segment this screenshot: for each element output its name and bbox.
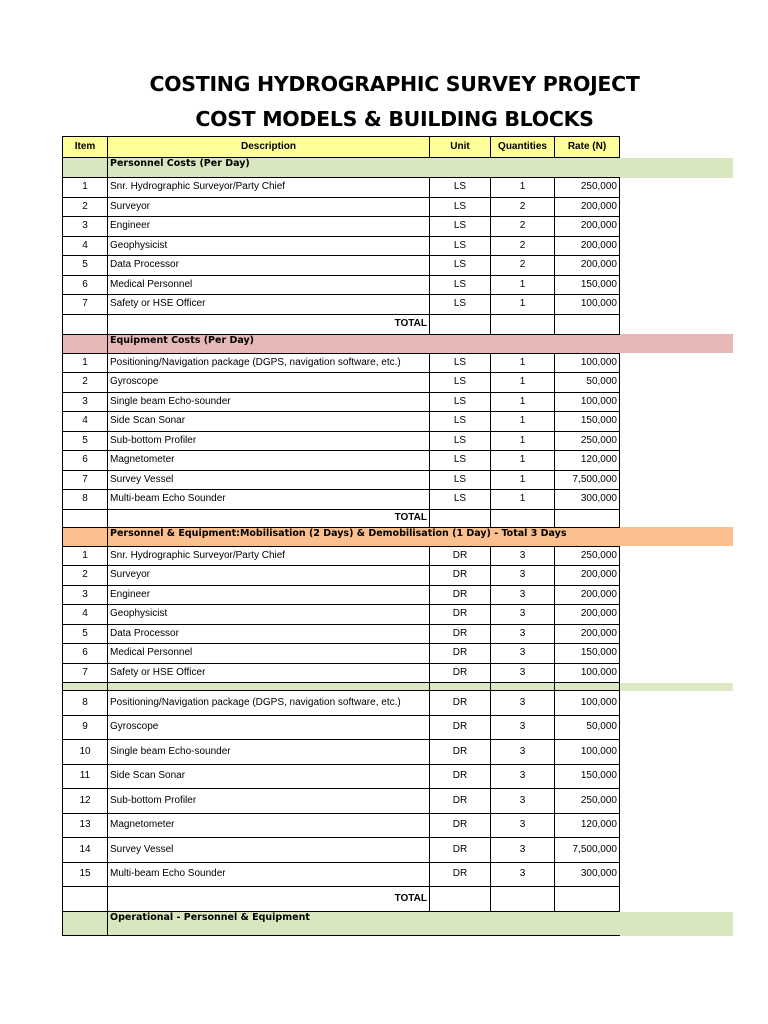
cell-item: 7	[63, 663, 108, 683]
table-row	[63, 862, 620, 887]
cell-quantity: 3	[491, 663, 555, 683]
cell-item: 15	[63, 862, 108, 887]
cell-unit: LS	[430, 373, 491, 393]
cell-description: Engineer	[108, 585, 430, 605]
cell-unit: LS	[430, 275, 491, 295]
cell-rate: 200,000	[555, 605, 620, 625]
cell-quantity: 1	[491, 275, 555, 295]
table-row	[63, 236, 620, 256]
cell-unit: LS	[430, 197, 491, 217]
total-unit-cell	[430, 314, 491, 334]
cell-quantity: 3	[491, 585, 555, 605]
table-row	[63, 373, 620, 393]
section-title: Personnel Costs (Per Day)	[108, 158, 620, 178]
cell-item: 6	[63, 644, 108, 664]
cell-rate: 120,000	[555, 813, 620, 838]
cell-item: 5	[63, 624, 108, 644]
cell-rate: 100,000	[555, 392, 620, 412]
table-row	[63, 217, 620, 237]
header-quantities: Quantities	[491, 137, 555, 158]
table-row	[63, 566, 620, 586]
section-item-cell	[63, 158, 108, 178]
header-item: Item	[63, 137, 108, 158]
cell-quantity: 3	[491, 566, 555, 586]
cell-quantity: 1	[491, 470, 555, 490]
table-row	[63, 197, 620, 217]
page-title: COSTING HYDROGRAPHIC SURVEY PROJECT	[149, 72, 640, 96]
cell-description: Geophysicist	[108, 236, 430, 256]
cell-description: Medical Personnel	[108, 644, 430, 664]
cell-rate: 250,000	[555, 431, 620, 451]
cell-description: Surveyor	[108, 197, 430, 217]
cell-rate: 150,000	[555, 412, 620, 432]
table-row	[63, 431, 620, 451]
divider-cell	[555, 683, 620, 691]
section-item-cell	[63, 912, 108, 936]
table-row	[63, 691, 620, 716]
cell-quantity: 3	[491, 813, 555, 838]
cell-rate: 200,000	[555, 585, 620, 605]
cell-description: Safety or HSE Officer	[108, 663, 430, 683]
row-band-orange	[619, 527, 733, 546]
row-band-pink	[619, 334, 733, 353]
table-row	[63, 789, 620, 814]
cell-description: Magnetometer	[108, 451, 430, 471]
cell-description: Single beam Echo-sounder	[108, 740, 430, 765]
total-label: TOTAL	[108, 314, 430, 334]
cell-quantity: 1	[491, 392, 555, 412]
cell-rate: 200,000	[555, 624, 620, 644]
total-unit-cell	[430, 509, 491, 527]
cell-item: 3	[63, 392, 108, 412]
cell-rate: 100,000	[555, 740, 620, 765]
total-rate-cell	[555, 887, 620, 912]
section-item-cell	[63, 334, 108, 353]
total-label: TOTAL	[108, 887, 430, 912]
cell-description: Side Scan Sonar	[108, 764, 430, 789]
cell-unit: LS	[430, 490, 491, 510]
empty-cell	[63, 509, 108, 527]
total-row	[63, 314, 620, 334]
cell-item: 4	[63, 412, 108, 432]
cell-quantity: 1	[491, 451, 555, 471]
table-row	[63, 740, 620, 765]
cell-item: 3	[63, 217, 108, 237]
cell-description: Positioning/Navigation package (DGPS, navigation software, etc.)	[108, 353, 430, 373]
divider-cell	[430, 683, 491, 691]
cell-unit: LS	[430, 295, 491, 315]
cell-description: Snr. Hydrographic Surveyor/Party Chief	[108, 546, 430, 566]
page-subtitle: COST MODELS & BUILDING BLOCKS	[195, 107, 594, 131]
cell-rate: 250,000	[555, 178, 620, 198]
cell-item: 3	[63, 585, 108, 605]
section-header-personnel	[63, 158, 620, 178]
cost-table	[62, 136, 620, 936]
table-row	[63, 295, 620, 315]
cell-rate: 300,000	[555, 862, 620, 887]
table-row	[63, 585, 620, 605]
cell-description: Survey Vessel	[108, 470, 430, 490]
header-unit: Unit	[430, 137, 491, 158]
cell-unit: DR	[430, 813, 491, 838]
cell-quantity: 3	[491, 624, 555, 644]
cell-description: Multi-beam Echo Sounder	[108, 490, 430, 510]
cell-quantity: 2	[491, 256, 555, 276]
cell-item: 7	[63, 470, 108, 490]
cell-quantity: 1	[491, 373, 555, 393]
cell-rate: 200,000	[555, 217, 620, 237]
cell-item: 2	[63, 373, 108, 393]
table-row	[63, 715, 620, 740]
cell-unit: LS	[430, 236, 491, 256]
table-row	[63, 353, 620, 373]
cell-item: 2	[63, 566, 108, 586]
cell-quantity: 3	[491, 644, 555, 664]
table-body	[63, 158, 620, 936]
cell-description: Multi-beam Echo Sounder	[108, 862, 430, 887]
cell-unit: DR	[430, 715, 491, 740]
cell-description: Data Processor	[108, 256, 430, 276]
divider-cell	[491, 683, 555, 691]
cell-quantity: 3	[491, 546, 555, 566]
table-row	[63, 546, 620, 566]
total-row	[63, 509, 620, 527]
cell-item: 8	[63, 490, 108, 510]
cell-item: 1	[63, 353, 108, 373]
cell-quantity: 1	[491, 178, 555, 198]
cell-quantity: 2	[491, 236, 555, 256]
cell-quantity: 1	[491, 412, 555, 432]
total-rate-cell	[555, 509, 620, 527]
table-row	[63, 392, 620, 412]
cell-unit: LS	[430, 470, 491, 490]
cell-unit: DR	[430, 566, 491, 586]
cell-description: Data Processor	[108, 624, 430, 644]
empty-cell	[63, 887, 108, 912]
table-row	[63, 624, 620, 644]
cell-description: Surveyor	[108, 566, 430, 586]
section-title: Operational - Personnel & Equipment	[108, 912, 620, 936]
total-qty-cell	[491, 887, 555, 912]
cell-description: Gyroscope	[108, 715, 430, 740]
cell-quantity: 2	[491, 217, 555, 237]
cell-item: 13	[63, 813, 108, 838]
cell-rate: 150,000	[555, 275, 620, 295]
cell-unit: DR	[430, 644, 491, 664]
cell-quantity: 1	[491, 490, 555, 510]
cell-description: Safety or HSE Officer	[108, 295, 430, 315]
cell-rate: 200,000	[555, 236, 620, 256]
cell-description: Sub-bottom Profiler	[108, 789, 430, 814]
cell-unit: DR	[430, 663, 491, 683]
header-rate: Rate (N)	[555, 137, 620, 158]
cell-rate: 200,000	[555, 566, 620, 586]
cell-description: Side Scan Sonar	[108, 412, 430, 432]
table-row	[63, 764, 620, 789]
table-row	[63, 813, 620, 838]
section-title: Personnel & Equipment:Mobilisation (2 Days) & Demobilisation (1 Day) - Total 3 Days	[108, 527, 620, 546]
cell-description: Single beam Echo-sounder	[108, 392, 430, 412]
cell-rate: 50,000	[555, 715, 620, 740]
total-qty-cell	[491, 509, 555, 527]
cell-quantity: 3	[491, 862, 555, 887]
cell-unit: DR	[430, 862, 491, 887]
cell-item: 11	[63, 764, 108, 789]
cell-description: Medical Personnel	[108, 275, 430, 295]
table-row	[63, 275, 620, 295]
cell-unit: DR	[430, 764, 491, 789]
cell-unit: LS	[430, 256, 491, 276]
cell-unit: LS	[430, 217, 491, 237]
cell-rate: 100,000	[555, 353, 620, 373]
divider-cell	[108, 683, 430, 691]
section-header-operational	[63, 912, 620, 936]
divider-cell	[63, 683, 108, 691]
header-description: Description	[108, 137, 430, 158]
section-title: Equipment Costs (Per Day)	[108, 334, 620, 353]
cell-item: 14	[63, 838, 108, 863]
cell-item: 5	[63, 431, 108, 451]
cell-quantity: 1	[491, 353, 555, 373]
cell-rate: 100,000	[555, 295, 620, 315]
table-row	[63, 256, 620, 276]
table-row	[63, 605, 620, 625]
cell-unit: DR	[430, 789, 491, 814]
cell-quantity: 3	[491, 838, 555, 863]
cell-rate: 250,000	[555, 789, 620, 814]
cell-unit: DR	[430, 691, 491, 716]
cell-rate: 150,000	[555, 764, 620, 789]
cell-item: 8	[63, 691, 108, 716]
section-header-mobilisation	[63, 527, 620, 546]
cell-unit: LS	[430, 353, 491, 373]
table-row	[63, 178, 620, 198]
cell-quantity: 1	[491, 431, 555, 451]
cell-item: 1	[63, 178, 108, 198]
section-header-equipment	[63, 334, 620, 353]
cell-quantity: 1	[491, 295, 555, 315]
cell-item: 10	[63, 740, 108, 765]
table-row	[63, 451, 620, 471]
cell-item: 9	[63, 715, 108, 740]
section-item-cell	[63, 527, 108, 546]
total-row	[63, 887, 620, 912]
total-unit-cell	[430, 887, 491, 912]
cell-item: 5	[63, 256, 108, 276]
cell-rate: 300,000	[555, 490, 620, 510]
cell-description: Sub-bottom Profiler	[108, 431, 430, 451]
cell-unit: DR	[430, 546, 491, 566]
cell-unit: DR	[430, 838, 491, 863]
cell-unit: LS	[430, 412, 491, 432]
cell-quantity: 3	[491, 691, 555, 716]
cell-unit: LS	[430, 392, 491, 412]
cell-description: Positioning/Navigation package (DGPS, navigation software, etc.)	[108, 691, 430, 716]
table-row	[63, 644, 620, 664]
cell-description: Survey Vessel	[108, 838, 430, 863]
total-rate-cell	[555, 314, 620, 334]
row-band-green	[619, 912, 733, 936]
cell-description: Snr. Hydrographic Surveyor/Party Chief	[108, 178, 430, 198]
table-row	[63, 663, 620, 683]
cell-item: 1	[63, 546, 108, 566]
cell-quantity: 3	[491, 764, 555, 789]
cell-unit: DR	[430, 605, 491, 625]
cell-unit: DR	[430, 585, 491, 605]
cell-item: 4	[63, 605, 108, 625]
cell-rate: 100,000	[555, 691, 620, 716]
cell-item: 12	[63, 789, 108, 814]
divider-row	[63, 683, 620, 691]
cell-unit: LS	[430, 431, 491, 451]
row-band-green	[619, 158, 733, 178]
cell-description: Magnetometer	[108, 813, 430, 838]
cell-unit: LS	[430, 451, 491, 471]
cell-rate: 100,000	[555, 663, 620, 683]
cell-item: 6	[63, 451, 108, 471]
total-label: TOTAL	[108, 509, 430, 527]
cell-unit: LS	[430, 178, 491, 198]
cell-item: 6	[63, 275, 108, 295]
cell-item: 7	[63, 295, 108, 315]
cell-quantity: 2	[491, 197, 555, 217]
cell-description: Engineer	[108, 217, 430, 237]
cell-rate: 200,000	[555, 197, 620, 217]
cell-item: 2	[63, 197, 108, 217]
cell-description: Geophysicist	[108, 605, 430, 625]
cell-rate: 7,500,000	[555, 838, 620, 863]
table-row	[63, 470, 620, 490]
total-qty-cell	[491, 314, 555, 334]
cell-item: 4	[63, 236, 108, 256]
cell-rate: 150,000	[555, 644, 620, 664]
table-row	[63, 412, 620, 432]
cell-rate: 50,000	[555, 373, 620, 393]
cell-unit: DR	[430, 740, 491, 765]
cell-quantity: 3	[491, 740, 555, 765]
cell-quantity: 3	[491, 715, 555, 740]
table-row	[63, 490, 620, 510]
table-row	[63, 838, 620, 863]
cell-unit: DR	[430, 624, 491, 644]
empty-cell	[63, 314, 108, 334]
cell-description: Gyroscope	[108, 373, 430, 393]
cell-quantity: 3	[491, 789, 555, 814]
cell-quantity: 3	[491, 605, 555, 625]
cell-rate: 200,000	[555, 256, 620, 276]
header-row	[63, 137, 620, 158]
cell-rate: 250,000	[555, 546, 620, 566]
cell-rate: 120,000	[555, 451, 620, 471]
cell-rate: 7,500,000	[555, 470, 620, 490]
row-band-thin	[619, 683, 733, 691]
